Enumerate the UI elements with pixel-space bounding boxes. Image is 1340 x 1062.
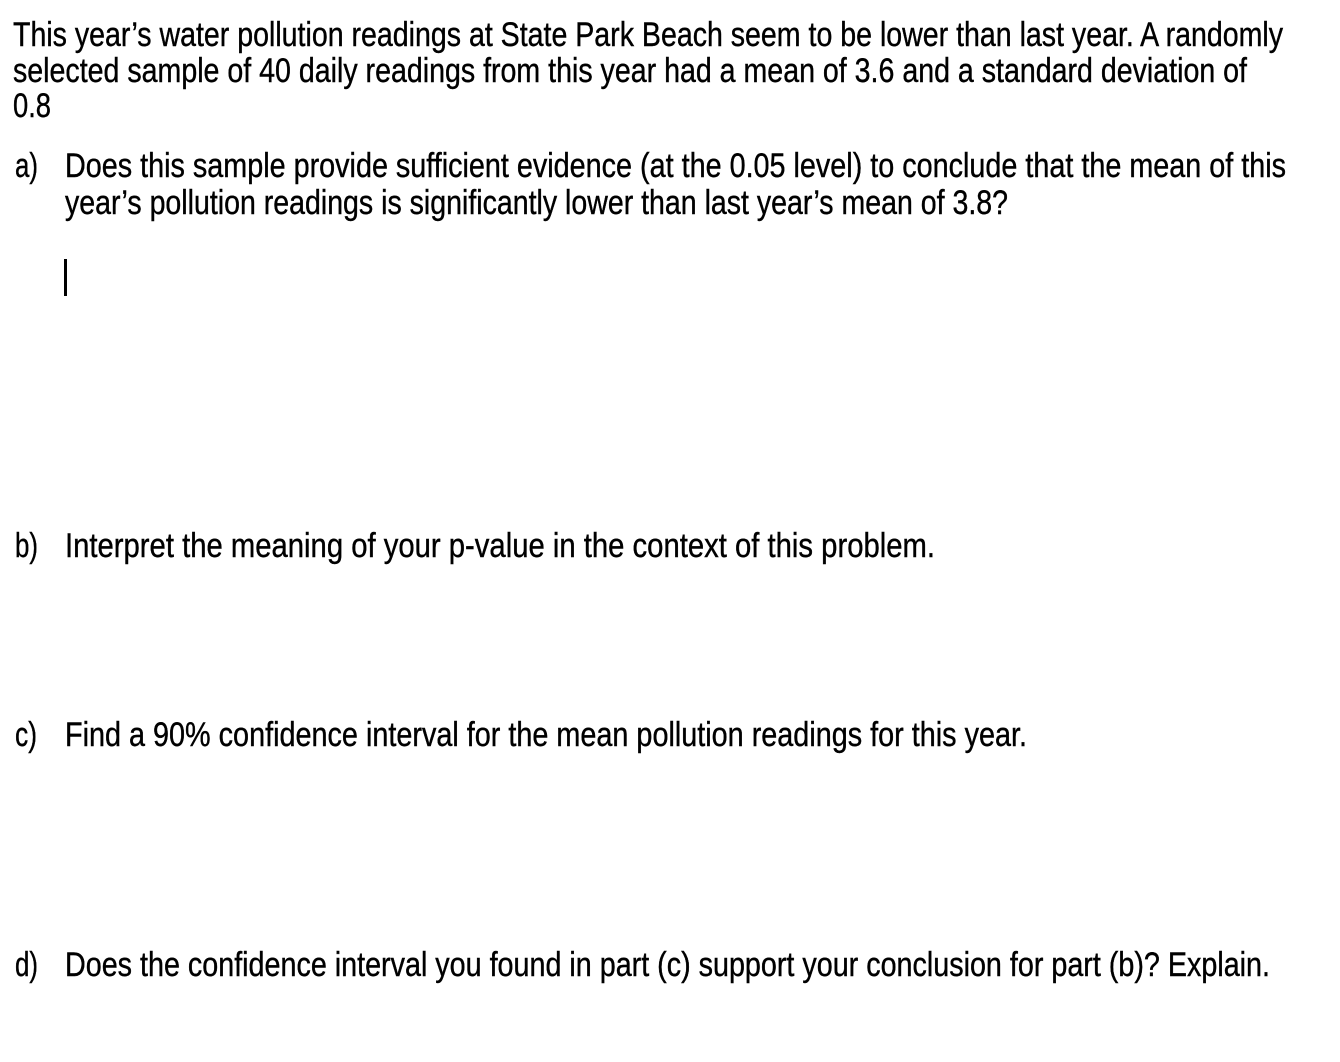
intro-line-1[interactable]: This year’s water pollution readings at State Park Beach seem to be lower than last year. A randomly [13,16,1283,54]
question-a-label[interactable]: a) [15,147,38,185]
question-b-label[interactable]: b) [15,527,38,565]
question-d-label[interactable]: d) [15,946,38,984]
intro-line-3[interactable]: 0.8 [13,87,51,125]
question-a-text-line-2[interactable]: year’s pollution readings is significantly lower than last year’s mean of 3.8? [65,184,1008,222]
text-cursor [64,259,67,296]
question-b-text[interactable]: Interpret the meaning of your p-value in the context of this problem. [65,527,935,565]
intro-line-2[interactable]: selected sample of 40 daily readings from this year had a mean of 3.6 and a standard deviation of [13,52,1247,90]
question-c-text[interactable]: Find a 90% confidence interval for the mean pollution readings for this year. [65,716,1027,754]
question-c-label[interactable]: c) [15,716,37,754]
question-d-text[interactable]: Does the confidence interval you found in part (c) support your conclusion for part (b)? Explain. [65,946,1270,984]
question-a-text-line-1[interactable]: Does this sample provide sufficient evidence (at the 0.05 level) to conclude that the mean of this [65,147,1286,185]
